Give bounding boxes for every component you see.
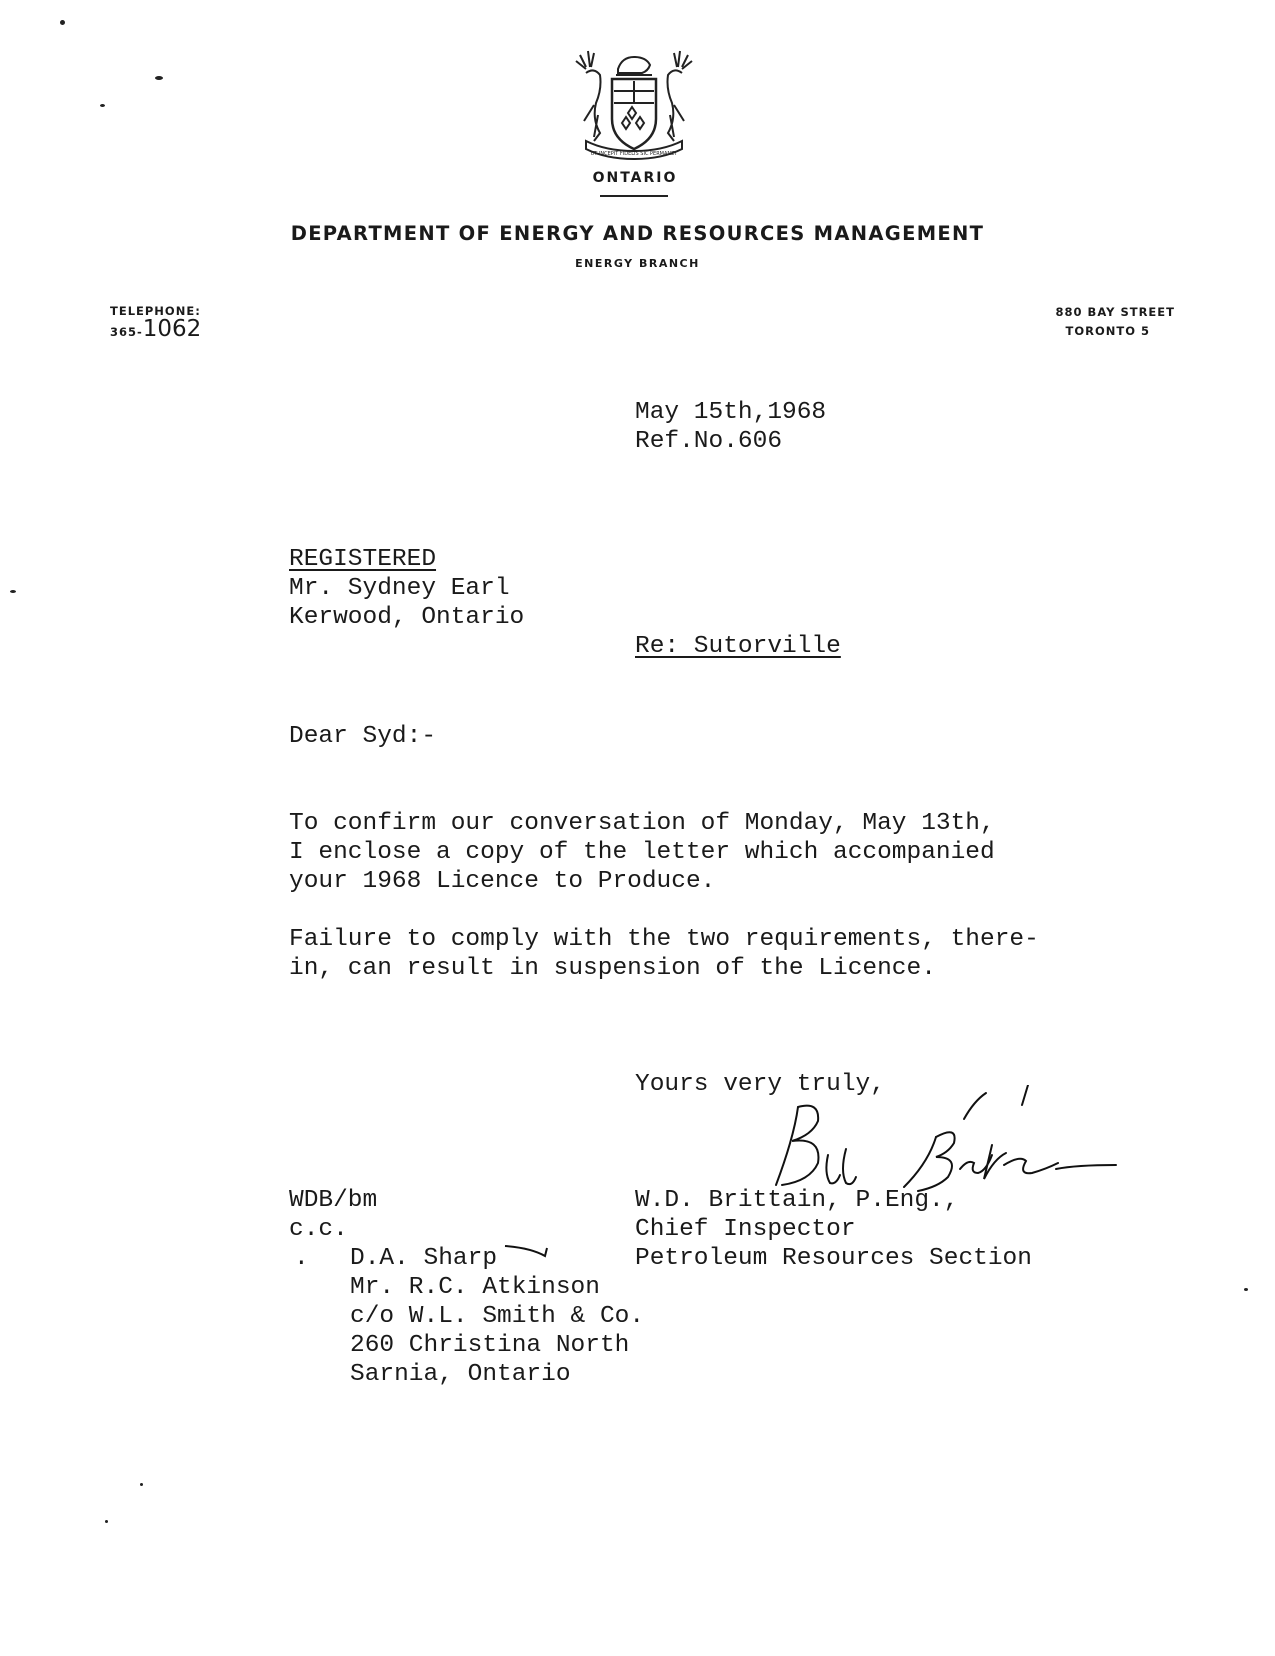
telephone-prefix: 365- xyxy=(110,325,143,339)
cc-line: Mr. R.C. Atkinson xyxy=(350,1274,600,1301)
salutation: Dear Syd:- xyxy=(289,723,437,750)
letter-date: May 15th,1968 xyxy=(635,399,827,426)
telephone-label: TELEPHONE: xyxy=(110,304,201,318)
delivery-method: REGISTERED xyxy=(289,546,437,573)
scan-speck xyxy=(10,590,16,593)
province-name: ONTARIO xyxy=(592,170,678,186)
signer-section: Petroleum Resources Section xyxy=(635,1245,1032,1272)
scan-speck xyxy=(60,20,65,25)
scan-speck xyxy=(105,1520,108,1523)
body-line: your 1968 Licence to Produce. xyxy=(289,868,716,895)
cc-line: 260 Christina North xyxy=(350,1332,630,1359)
body-line: To confirm our conversation of Monday, May 13th, xyxy=(289,810,995,837)
cc-bullet: . xyxy=(294,1245,309,1272)
signer-title: Chief Inspector xyxy=(635,1216,856,1243)
scan-speck xyxy=(100,104,105,107)
subject-line: Re: Sutorville xyxy=(635,633,841,660)
recipient-name: Mr. Sydney Earl xyxy=(289,575,510,602)
typist-initials: WDB/bm xyxy=(289,1187,378,1214)
reference-number: Ref.No.606 xyxy=(635,428,783,455)
check-mark xyxy=(503,1240,553,1260)
cc-label: c.c. xyxy=(289,1216,348,1243)
recipient-location: Kerwood, Ontario xyxy=(289,604,525,631)
closing: Yours very truly, xyxy=(635,1071,885,1098)
scan-speck xyxy=(1244,1288,1248,1291)
telephone-digits: 1062 xyxy=(142,316,202,342)
branch-name: ENERGY BRANCH xyxy=(575,257,700,270)
department-name: DEPARTMENT OF ENERGY AND RESOURCES MANAGEMENT xyxy=(290,222,985,245)
cc-line: Sarnia, Ontario xyxy=(350,1361,571,1388)
address-street: 880 BAY STREET xyxy=(1055,305,1175,319)
scan-speck xyxy=(155,76,163,80)
signer-name: W.D. Brittain, P.Eng., xyxy=(635,1187,959,1214)
body-line: Failure to comply with the two requirements, there- xyxy=(289,926,1039,953)
province-divider xyxy=(600,195,668,197)
crest-motto: UT INCEPIT FIDELIS SIC PERMANET xyxy=(590,151,678,157)
address-city: TORONTO 5 xyxy=(1065,324,1150,338)
scan-speck xyxy=(140,1483,143,1486)
ontario-coat-of-arms xyxy=(568,45,700,165)
body-line: I enclose a copy of the letter which accompanied xyxy=(289,839,995,866)
cc-line: D.A. Sharp xyxy=(350,1245,498,1272)
cc-line: c/o W.L. Smith & Co. xyxy=(350,1303,645,1330)
body-line: in, can result in suspension of the Licence. xyxy=(289,955,936,982)
telephone-number xyxy=(110,316,201,342)
